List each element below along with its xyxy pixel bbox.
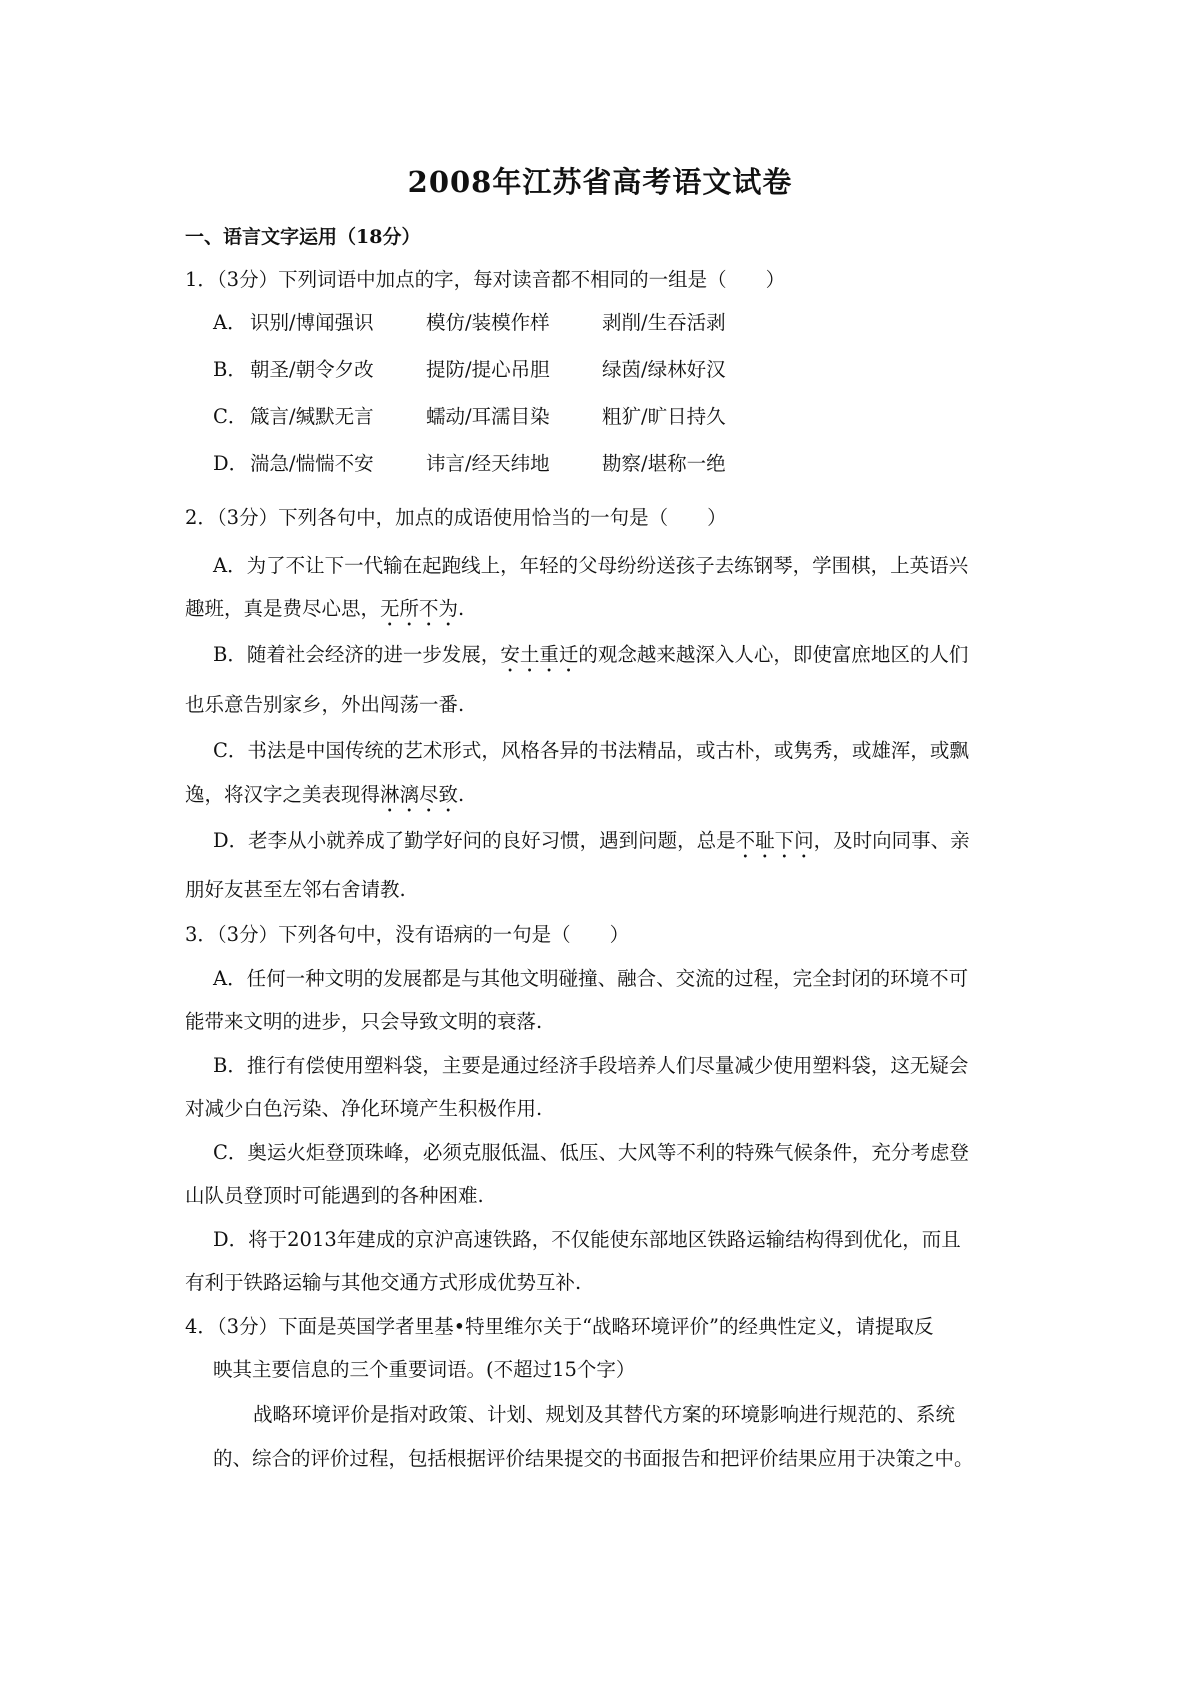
option-label: D． xyxy=(213,452,249,475)
option-pair: 箴言/缄默无言 xyxy=(250,405,374,428)
option-pair: 蠕动/耳濡目染 xyxy=(426,405,550,428)
q1-stem: 1．（3分）下列词语中加点的字，每对读音都不相同的一组是（ ） xyxy=(185,268,786,291)
q2-option-d-line1 xyxy=(213,829,970,863)
q2-option-b-line1 xyxy=(213,643,968,677)
option-pair: 剥削/生吞活剥 xyxy=(602,311,726,334)
text-run: . xyxy=(458,783,465,806)
option-label: A． xyxy=(213,311,247,334)
option-pair: 朝圣/朝令夕改 xyxy=(250,358,374,381)
dotted-idiom: 安土重迁 xyxy=(500,643,579,666)
text-run: 的观念越来越深入人心，即使富庶地区的人们 xyxy=(578,643,969,666)
dotted-idiom: 淋漓尽致 xyxy=(380,783,459,806)
exam-title: 2008年江苏省高考语文试卷 xyxy=(407,165,793,199)
q2-option-a-line2 xyxy=(185,597,464,631)
option-pair: 模仿/装模作样 xyxy=(426,311,550,334)
q4-passage-line2: 的、综合的评价过程，包括根据评价结果提交的书面报告和把评价结果应用于决策之中。 xyxy=(213,1447,974,1470)
q4-stem-line1: 4．（3分）下面是英国学者里基•特里维尔关于“战略环境评价”的经典性定义，请提取反 xyxy=(185,1315,934,1338)
text-run: D．老李从小就养成了勤学好问的良好习惯，遇到问题，总是 xyxy=(213,829,736,852)
q3-stem: 3．（3分）下列各句中，没有语病的一句是（ ） xyxy=(185,923,630,946)
text-run: 趣班，真是费尽心思， xyxy=(185,597,381,620)
text-run: ，及时向同事、亲 xyxy=(813,829,970,852)
dotted-idiom: 无所不为 xyxy=(380,597,459,620)
option-pair: 提防/提心吊胆 xyxy=(426,358,550,381)
option-pair: 湍急/惴惴不安 xyxy=(250,452,374,475)
text-run: 逸，将汉字之美表现得 xyxy=(185,783,381,806)
q3-option-b-line2: 对减少白色污染、净化环境产生积极作用. xyxy=(185,1097,543,1120)
q3-option-a-line1: A．任何一种文明的发展都是与其他文明碰撞、融合、交流的过程，完全封闭的环境不可 xyxy=(213,967,969,990)
option-pair: 识别/博闻强识 xyxy=(250,311,374,334)
text-run: . xyxy=(458,597,465,620)
q2-option-d-line2: 朋好友甚至左邻右舍请教. xyxy=(185,878,406,901)
q2-option-c-line2 xyxy=(185,783,464,817)
q4-stem-line2: 映其主要信息的三个重要词语。(不超过15个字） xyxy=(213,1358,636,1381)
q2-option-a-line1: A．为了不让下一代输在起跑线上，年轻的父母纷纷送孩子去练钢琴，学围棋，上英语兴 xyxy=(213,554,969,577)
q3-option-a-line2: 能带来文明的进步，只会导致文明的衰落. xyxy=(185,1010,543,1033)
q3-option-c-line2: 山队员登顶时可能遇到的各种困难. xyxy=(185,1184,484,1207)
q3-option-c-line1: C．奥运火炬登顶珠峰，必须克服低温、低压、大风等不利的特殊气候条件，充分考虑登 xyxy=(213,1141,969,1164)
option-pair: 勘察/堪称一绝 xyxy=(602,452,726,475)
text-run: B．随着社会经济的进一步发展， xyxy=(213,643,501,666)
q2-option-b-line2: 也乐意告别家乡，外出闯荡一番. xyxy=(185,693,465,716)
dotted-idiom: 不耻下问 xyxy=(735,829,814,852)
option-pair: 粗犷/旷日持久 xyxy=(602,405,726,428)
section-heading: 一、语言文字运用（18分） xyxy=(185,226,421,248)
option-label: C． xyxy=(213,405,248,428)
option-pair: 讳言/经天纬地 xyxy=(426,452,550,475)
q2-option-c-line1: C．书法是中国传统的艺术形式，风格各异的书法精品，或古朴，或隽秀，或雄浑，或飘 xyxy=(213,739,969,762)
q4-passage-line1: 战略环境评价是指对政策、计划、规划及其替代方案的环境影响进行规范的、系统 xyxy=(253,1403,956,1426)
q3-option-b-line1: B．推行有偿使用塑料袋，主要是通过经济手段培养人们尽量减少使用塑料袋，这无疑会 xyxy=(213,1054,969,1077)
q2-stem: 2．（3分）下列各句中，加点的成语使用恰当的一句是（ ） xyxy=(185,506,727,529)
q3-option-d-line2: 有利于铁路运输与其他交通方式形成优势互补. xyxy=(185,1271,582,1294)
q3-option-d-line1: D．将于2013年建成的京沪高速铁路，不仅能使东部地区铁路运输结构得到优化，而且 xyxy=(213,1228,961,1251)
option-pair: 绿茵/绿林好汉 xyxy=(602,358,726,381)
option-label: B． xyxy=(213,358,247,381)
